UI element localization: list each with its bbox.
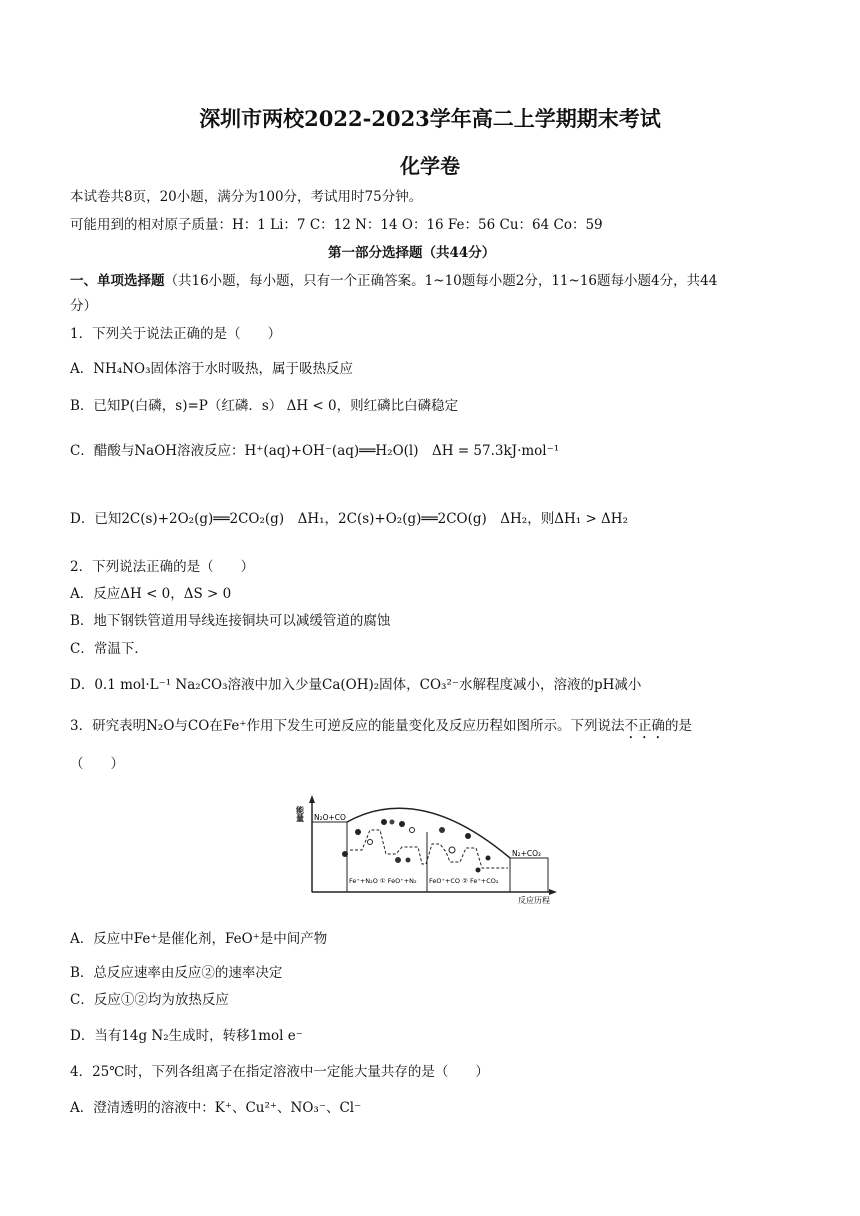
q3-stem-text: 3．研究表明N₂O与CO在Fe⁺作用下发生可逆反应的能量变化及反应历程如图所示。下列说法 — [70, 718, 625, 734]
molecule-blob — [381, 819, 387, 825]
q4-stem: 4．25℃时，下列各组离子在指定溶液中一定能大量共存的是（ ） — [70, 1064, 489, 1080]
q3-stem-emphasis: 不正确 — [624, 718, 666, 734]
figure-products-label: N₂+CO₂ — [512, 849, 542, 858]
q3-option-b: B．总反应速率由反应②的速率决定 — [70, 965, 283, 981]
molecule-blob — [390, 820, 395, 825]
molecule-blob — [465, 833, 471, 839]
figure-step1-label: Fe⁺+N₂O ① FeO⁺+N₂ — [349, 877, 417, 885]
molecule-blob — [355, 829, 361, 835]
molecule-blob — [368, 840, 373, 845]
q2-stem: 2．下列说法正确的是（ ） — [70, 559, 255, 575]
figure-xlabel: 反应历程 — [518, 896, 550, 905]
molecule-blob — [342, 851, 348, 857]
q3-answer-paren: （ ） — [70, 756, 124, 772]
q1-option-d: D．已知2C(s)+2O₂(g)══2CO₂(g) ΔH₁，2C(s)+O₂(g)══2CO(g) ΔH₂，则ΔH₁ > ΔH₂ — [70, 511, 628, 527]
molecule-blob — [449, 847, 455, 853]
intro-line-2: 可能用到的相对原子质量：H：1 Li：7 C：12 N：14 O：16 Fe：56 Cu：64 Co：59 — [70, 217, 603, 233]
q3-option-d: D．当有14g N₂生成时，转移1mol e⁻ — [70, 1028, 303, 1044]
exam-subtitle: 化学卷 — [400, 154, 460, 178]
intro-line-1: 本试卷共8页，20小题，满分为100分，考试用时75分钟。 — [70, 189, 423, 205]
q3-stem-end: 的是 — [665, 718, 693, 734]
molecule-blob — [406, 858, 411, 863]
molecule-blob — [486, 856, 491, 861]
molecule-blob — [395, 857, 401, 863]
q2-option-c: C．常温下． — [70, 641, 148, 657]
q3-option-c: C．反应①②均为放热反应 — [70, 992, 229, 1008]
q4-option-a: A．澄清透明的溶液中：K⁺、Cu²⁺、NO₃⁻、Cl⁻ — [70, 1100, 362, 1116]
q1-stem: 1．下列关于说法正确的是（ ） — [70, 326, 282, 342]
q2-option-a: A．反应ΔH < 0，ΔS > 0 — [70, 586, 232, 602]
molecule-blob — [476, 868, 481, 873]
q2-option-d: D．0.1 mol·L⁻¹ Na₂CO₃溶液中加入少量Ca(OH)₂固体，CO₃²⁻水解程度减小，溶液的pH减小 — [70, 677, 642, 693]
figure-ylabel: 能量 — [295, 806, 305, 822]
q3-stem — [70, 717, 692, 742]
section-instructions-cont: 分） — [70, 298, 97, 314]
q1-option-a: A．NH₄NO₃固体溶于水时吸热，属于吸热反应 — [70, 361, 354, 377]
figure-step2-label: FeO⁺+CO ② Fe⁺+CO₂ — [429, 877, 499, 885]
section-instructions: （共16小题，每小题，只有一个正确答案。1~10题每小题2分，11~16题每小题4分，共44 — [164, 273, 718, 289]
q1-option-c: C．醋酸与NaOH溶液反应：H⁺(aq)+OH⁻(aq)══H₂O(l) ΔH = 57.3kJ·mol⁻¹ — [70, 443, 560, 459]
q3-option-a: A．反应中Fe⁺是催化剂，FeO⁺是中间产物 — [70, 931, 328, 947]
molecule-blob — [439, 827, 445, 833]
molecule-blob — [399, 821, 405, 827]
exam-title: 深圳市两校2022-2023学年高二上学期期末考试 — [199, 106, 661, 131]
q1-option-b: B．已知P(白磷，s)=P（红磷．s） ΔH < 0，则红磷比白磷稳定 — [70, 398, 459, 414]
section-heading — [70, 272, 717, 290]
molecule-blob — [410, 828, 415, 833]
section-label: 一、单项选择题 — [70, 273, 165, 289]
part-heading: 第一部分选择题（共44分） — [328, 245, 496, 261]
figure-reactants-label: N₂O+CO — [314, 813, 346, 822]
q2-option-b: B．地下钢铁管道用导线连接铜块可以减缓管道的腐蚀 — [70, 613, 391, 629]
energy-diagram — [295, 792, 558, 905]
